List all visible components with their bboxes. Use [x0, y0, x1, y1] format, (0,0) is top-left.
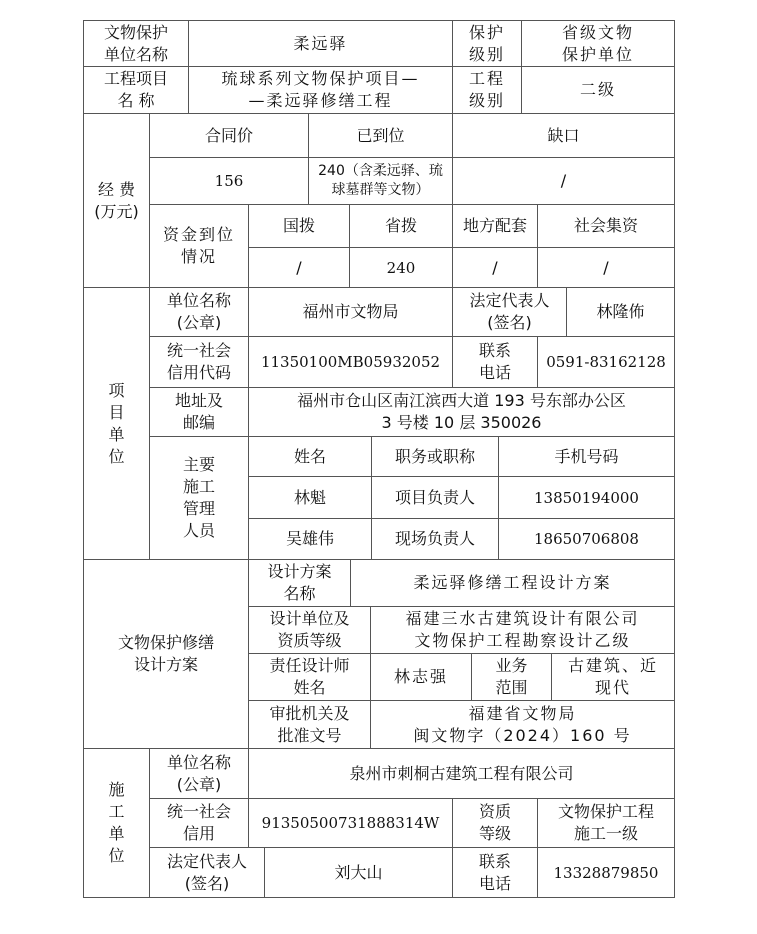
protection-level-label: 保护 级别	[452, 20, 522, 67]
approval-label: 审批机关及 批准文号	[248, 700, 371, 749]
contract-price-value: 156	[149, 157, 309, 205]
construction-unit-name-label: 单位名称 (公章)	[149, 748, 249, 799]
design-unit-value: 福建三水古建筑设计有限公司 文物保护工程勘察设计乙级	[370, 606, 675, 654]
construction-unit-label: 施 工 单 位	[83, 748, 150, 898]
project-unit-phone-value: 0591-83162128	[537, 336, 675, 388]
project-unit-name-label: 单位名称 (公章)	[149, 287, 249, 337]
project-unit-phone-label: 联系 电话	[452, 336, 538, 388]
staff-phone: 18650706808	[498, 518, 675, 560]
construction-unit-name-value: 泉州市刺桐古建筑工程有限公司	[248, 748, 675, 799]
funding-label: 经 费 (万元)	[83, 113, 150, 288]
project-level-value: 二级	[521, 66, 675, 114]
construction-credit-label: 统一社会 信用	[149, 798, 249, 848]
qualification-label: 资质 等级	[452, 798, 538, 848]
construction-credit-value: 91350500731888314W	[248, 798, 453, 848]
project-unit-label: 项 目 单 位	[83, 287, 150, 560]
project-unit-name-value: 福州市文物局	[248, 287, 453, 337]
national-label: 国拨	[248, 204, 350, 248]
received-label: 已到位	[308, 113, 453, 158]
gap-value: /	[452, 157, 675, 205]
heritage-unit-name-value: 柔远驿	[188, 20, 453, 67]
business-scope-label: 业务 范围	[471, 653, 552, 701]
construction-legal-rep-value: 刘大山	[264, 847, 453, 898]
provincial-label: 省拨	[349, 204, 453, 248]
contract-price-label: 合同价	[149, 113, 309, 158]
design-unit-label: 设计单位及 资质等级	[248, 606, 371, 654]
construction-phone-label: 联系 电话	[452, 847, 538, 898]
provincial-value: 240	[349, 247, 453, 288]
plan-name-value: 柔远驿修缮工程设计方案	[350, 559, 675, 607]
staff-header-title: 职务或职称	[371, 436, 499, 477]
designer-label: 责任设计师 姓名	[248, 653, 371, 701]
address-value: 福州市仓山区南江滨西大道 193 号东部办公区 3 号楼 10 层 350026	[248, 387, 675, 437]
national-value: /	[248, 247, 350, 288]
staff-name: 林魁	[248, 476, 372, 519]
qualification-value: 文物保护工程 施工一级	[537, 798, 675, 848]
legal-rep-value: 林隆佈	[566, 287, 675, 337]
heritage-unit-name-label: 文物保护 单位名称	[83, 20, 189, 67]
approval-value: 福建省文物局 闽文物字（2024）160 号	[370, 700, 675, 749]
project-name-value: 琉球系列文物保护项目— —柔远驿修缮工程	[188, 66, 453, 114]
construction-legal-rep-label: 法定代表人 (签名)	[149, 847, 265, 898]
staff-phone: 13850194000	[498, 476, 675, 519]
local-value: /	[452, 247, 538, 288]
legal-rep-label: 法定代表人 (签名)	[452, 287, 567, 337]
project-name-label: 工程项目 名 称	[83, 66, 189, 114]
fund-arrival-label: 资金到位 情况	[149, 204, 249, 288]
project-level-label: 工程 级别	[452, 66, 522, 114]
staff-header-phone: 手机号码	[498, 436, 675, 477]
local-label: 地方配套	[452, 204, 538, 248]
plan-name-label: 设计方案 名称	[248, 559, 351, 607]
management-staff-label: 主要 施工 管理 人员	[149, 436, 249, 560]
credit-code-value: 11350100MB05932052	[248, 336, 453, 388]
staff-name: 吴雄伟	[248, 518, 372, 560]
received-value: 240（含柔远驿、琉 球墓群等文物）	[308, 157, 453, 205]
designer-value: 林志强	[370, 653, 472, 701]
construction-phone-value: 13328879850	[537, 847, 675, 898]
design-plan-section-label: 文物保护修缮 设计方案	[83, 559, 249, 749]
staff-title: 项目负责人	[371, 476, 499, 519]
credit-code-label: 统一社会 信用代码	[149, 336, 249, 388]
social-label: 社会集资	[537, 204, 675, 248]
gap-label: 缺口	[452, 113, 675, 158]
social-value: /	[537, 247, 675, 288]
address-label: 地址及 邮编	[149, 387, 249, 437]
staff-title: 现场负责人	[371, 518, 499, 560]
business-scope-value: 古建筑、近 现代	[551, 653, 675, 701]
protection-level-value: 省级文物 保护单位	[521, 20, 675, 67]
staff-header-name: 姓名	[248, 436, 372, 477]
